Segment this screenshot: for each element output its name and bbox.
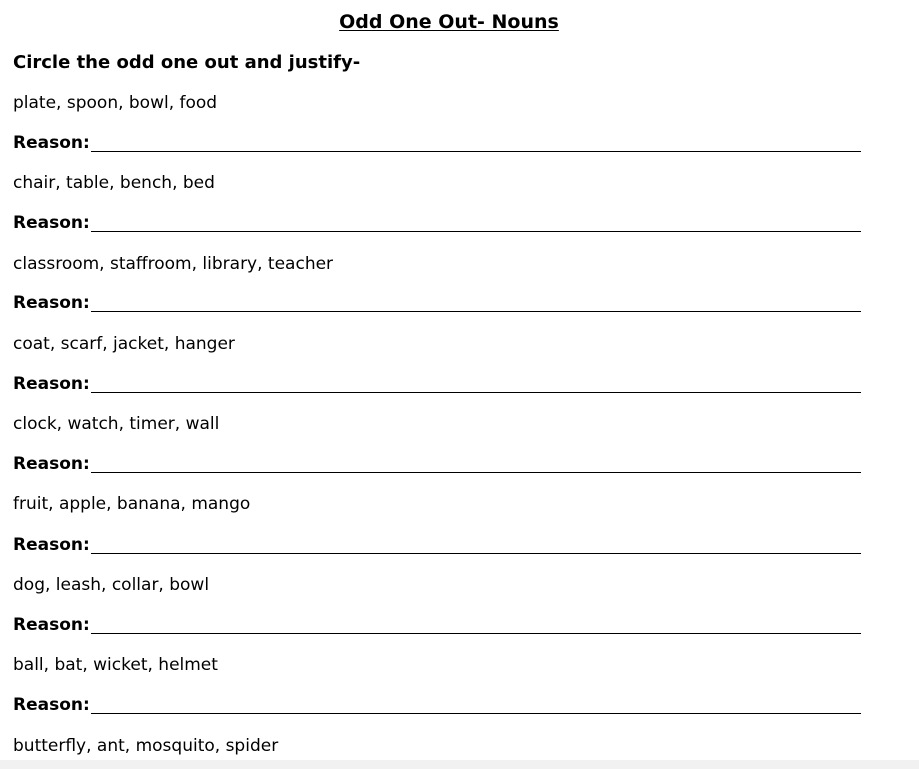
answer-line-8[interactable] [91, 713, 861, 714]
answer-line-6[interactable] [91, 553, 861, 554]
reason-row-6 [13, 533, 861, 557]
question-2-words: chair, table, bench, bed [13, 173, 215, 193]
reason-row-8 [13, 693, 861, 717]
answer-line-7[interactable] [91, 633, 861, 634]
worksheet-title: Odd One Out- Nouns [339, 11, 559, 33]
reason-row-7 [13, 613, 861, 637]
reason-row-5 [13, 452, 861, 476]
answer-line-3[interactable] [91, 311, 861, 312]
reason-row-1 [13, 131, 861, 155]
question-5-words: clock, watch, timer, wall [13, 414, 220, 434]
answer-line-1[interactable] [91, 151, 861, 152]
reason-row-4 [13, 372, 861, 396]
question-9-words: butterfly, ant, mosquito, spider [13, 736, 279, 756]
reason-label: Reason: [13, 374, 90, 394]
question-3-words: classroom, staffroom, library, teacher [13, 254, 334, 274]
answer-line-5[interactable] [91, 472, 861, 473]
answer-line-4[interactable] [91, 392, 861, 393]
reason-label: Reason: [13, 213, 90, 233]
instruction-text: Circle the odd one out and justify- [13, 52, 361, 73]
reason-label: Reason: [13, 615, 90, 635]
question-7-words: dog, leash, collar, bowl [13, 575, 210, 595]
reason-label: Reason: [13, 695, 90, 715]
reason-row-2 [13, 211, 861, 235]
question-8-words: ball, bat, wicket, helmet [13, 655, 218, 675]
reason-row-3 [13, 291, 861, 315]
question-1-words: plate, spoon, bowl, food [13, 93, 218, 113]
reason-label: Reason: [13, 535, 90, 555]
question-6-words: fruit, apple, banana, mango [13, 494, 251, 514]
page-bottom-edge [0, 760, 919, 769]
question-4-words: coat, scarf, jacket, hanger [13, 334, 235, 354]
reason-label: Reason: [13, 293, 90, 313]
reason-label: Reason: [13, 454, 90, 474]
answer-line-2[interactable] [91, 231, 861, 232]
reason-label: Reason: [13, 133, 90, 153]
